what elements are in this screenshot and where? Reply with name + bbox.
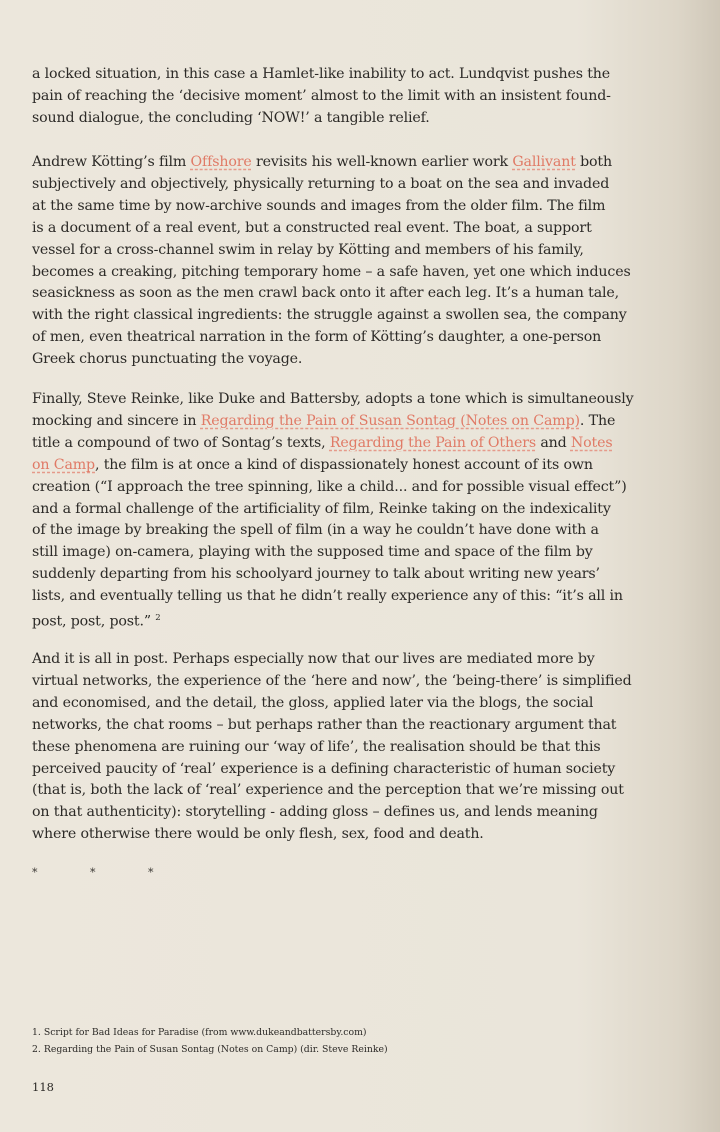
footnote-marker[interactable]: 2 bbox=[155, 613, 161, 624]
text-line: still image) on-camera, playing with the supposed time and space of the film by bbox=[32, 544, 593, 561]
text-line: (that is, both the lack of ‘real’ experience and the perception that we’re missing out bbox=[32, 782, 624, 799]
text-line: of men, even theatrical narration in the form of Kötting’s daughter, a one-person bbox=[32, 329, 602, 346]
text-run: . The bbox=[579, 412, 616, 429]
text-run: mocking and sincere in bbox=[32, 412, 201, 429]
text-run: Andrew Kötting’s film bbox=[32, 154, 191, 170]
text-line: these phenomena are ruining our ‘way of life’, the realisation should be that this bbox=[32, 738, 601, 755]
text-run: title a compound of two of Sontag’s texts, bbox=[32, 434, 330, 451]
text-line: where otherwise there would be only flesh, sex, food and death. bbox=[32, 826, 484, 843]
footnotes bbox=[32, 1024, 388, 1058]
text-line: subjectively and objectively, physically returning to a boat on the sea and invaded bbox=[32, 175, 610, 192]
text-line bbox=[32, 433, 613, 455]
text-line: at the same time by now-archive sounds and images from the older film. The film bbox=[32, 197, 606, 214]
text-line: with the right classical ingredients: the struggle against a swollen sea, the company bbox=[32, 307, 627, 324]
page-number: 118 bbox=[32, 1080, 54, 1094]
paragraph-kotting bbox=[32, 152, 631, 371]
separator-asterisk: * bbox=[90, 866, 96, 879]
text-run: revisits his well-known earlier work bbox=[251, 154, 513, 170]
text-run: and bbox=[535, 434, 571, 451]
paragraph-lundqvist bbox=[32, 64, 611, 130]
film-link-regarding-pain-susan-sontag[interactable]: Regarding the Pain of Susan Sontag (Notes on Camp) bbox=[200, 412, 580, 429]
text-line: pain of reaching the ‘decisive moment’ almost to the limit with an insistent found- bbox=[32, 87, 611, 104]
section-separator bbox=[32, 866, 206, 879]
text-line: networks, the chat rooms – but perhaps rather than the reactionary argument that bbox=[32, 716, 617, 733]
text-line: seasickness as soon as the men crawl back onto it after each leg. It’s a human tale, bbox=[32, 285, 619, 302]
text-line: of the image by breaking the spell of film (in a way he couldn’t have done with a bbox=[32, 522, 599, 539]
text-line: creation (“I approach the tree spinning, like a child... and for possible visual effect”) bbox=[32, 478, 627, 495]
film-link-gallivant[interactable]: Gallivant bbox=[512, 154, 576, 170]
text-line: virtual networks, the experience of the ‘here and now’, the ‘being-there’ is simplified bbox=[32, 672, 632, 689]
text-line: on that authenticity): storytelling - adding gloss – defines us, and lends meaning bbox=[32, 804, 598, 821]
text-line: is a document of a real event, but a constructed real event. The boat, a support bbox=[32, 219, 592, 236]
text-line: And it is all in post. Perhaps especially now that our lives are mediated more by bbox=[32, 651, 595, 667]
book-link-notes-on-camp[interactable]: Notes bbox=[570, 434, 613, 451]
text-line bbox=[32, 152, 612, 174]
footnote-1: 1. Script for Bad Ideas for Paradise (from www.dukeandbattersby.com) bbox=[32, 1027, 367, 1038]
text-line: and a formal challenge of the artificiality of film, Reinke taking on the indexicality bbox=[32, 500, 611, 517]
text-line bbox=[32, 455, 593, 477]
text-line: suddenly departing from his schoolyard journey to talk about writing new years’ bbox=[32, 566, 600, 583]
paragraph-all-in-post bbox=[32, 649, 632, 846]
text-line: Greek chorus punctuating the voyage. bbox=[32, 351, 303, 368]
text-line bbox=[32, 608, 588, 634]
text-run: both bbox=[575, 154, 612, 170]
text-run: post, post, post.” bbox=[32, 613, 151, 630]
separator-asterisk: * bbox=[32, 866, 38, 879]
paragraph-reinke bbox=[32, 389, 634, 634]
text-line: vessel for a cross-channel swim in relay by Kötting and members of his family, bbox=[32, 241, 584, 258]
text-line: Finally, Steve Reinke, like Duke and Battersby, adopts a tone which is simultaneously bbox=[32, 391, 634, 407]
text-line: a locked situation, in this case a Hamlet-like inability to act. Lundqvist pushes the bbox=[32, 66, 610, 82]
book-link-notes-on-camp-cont[interactable]: on Camp bbox=[32, 456, 95, 473]
text-line bbox=[32, 411, 616, 433]
film-link-offshore[interactable]: Offshore bbox=[190, 154, 252, 170]
text-run: , the film is at once a kind of dispassionately honest account of its own bbox=[95, 456, 593, 473]
separator-asterisk: * bbox=[148, 866, 154, 879]
book-link-regarding-pain-of-others[interactable]: Regarding the Pain of Others bbox=[329, 434, 536, 451]
footnote-2: 2. Regarding the Pain of Susan Sontag (Notes on Camp) (dir. Steve Reinke) bbox=[32, 1044, 388, 1055]
text-line: becomes a creaking, pitching temporary home – a safe haven, yet one which induces bbox=[32, 263, 631, 280]
text-line: lists, and eventually telling us that he didn’t really experience any of this: “it’s all in bbox=[32, 588, 623, 605]
text-line: perceived paucity of ‘real’ experience is a defining characteristic of human society bbox=[32, 760, 616, 777]
text-line: sound dialogue, the concluding ‘NOW!’ a tangible relief. bbox=[32, 109, 430, 126]
text-line: and economised, and the detail, the gloss, applied later via the blogs, the social bbox=[32, 694, 594, 711]
